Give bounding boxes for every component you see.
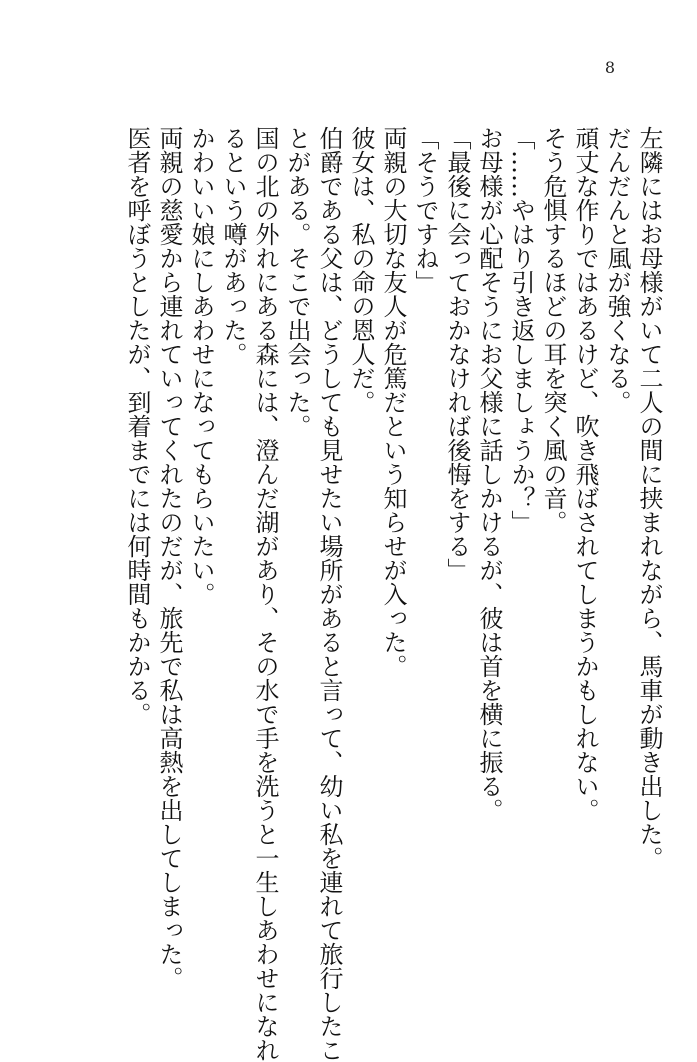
text-line: かわいい娘にしあわせになってもらいたい。 xyxy=(187,126,215,606)
text-line: 医者を呼ぼうとしたが、到着までには何時間もかかる。 xyxy=(123,126,151,726)
text-line: 両親の大切な友人が危篤だという知らせが入った。 xyxy=(379,126,407,678)
text-line: 左隣にはお母様がいて二人の間に挟まれながら、馬車が動き出した。 xyxy=(635,126,663,870)
text-line: だんだんと風が強くなる。 xyxy=(603,126,631,414)
text-line: そう危惧するほどの耳を突く風の音。 xyxy=(539,126,567,534)
text-line: お母様が心配そうにお父様に話しかけるが、彼は首を横に振る。 xyxy=(475,126,503,822)
text-line: 両親の慈愛から連れていってくれたのだが、旅先で私は高熱を出してしまった。 xyxy=(155,126,183,990)
text-line: 「……やはり引き返しましょうか？」 xyxy=(507,126,535,534)
text-line: 彼女は、私の命の恩人だ。 xyxy=(347,126,375,414)
text-line: とがある。そこで出会った。 xyxy=(283,126,311,438)
text-line: 頑丈な作りではあるけど、吹き飛ばされてしまうかもしれない。 xyxy=(571,126,599,822)
text-line: るという噂があった。 xyxy=(219,126,247,366)
text-line: 「最後に会っておかなければ後悔をする」 xyxy=(443,126,471,582)
text-line: 「そうですね」 xyxy=(411,126,439,294)
page-number: 8 xyxy=(604,58,616,77)
body-text xyxy=(121,126,665,1062)
text-line: 国の北の外れにある森には、澄んだ湖があり、その水で手を洗うと一生しあわせになれ xyxy=(251,126,279,1062)
text-line: 伯爵である父は、どうしても見せたい場所があると言って、幼い私を連れて旅行したこ xyxy=(315,126,343,1062)
